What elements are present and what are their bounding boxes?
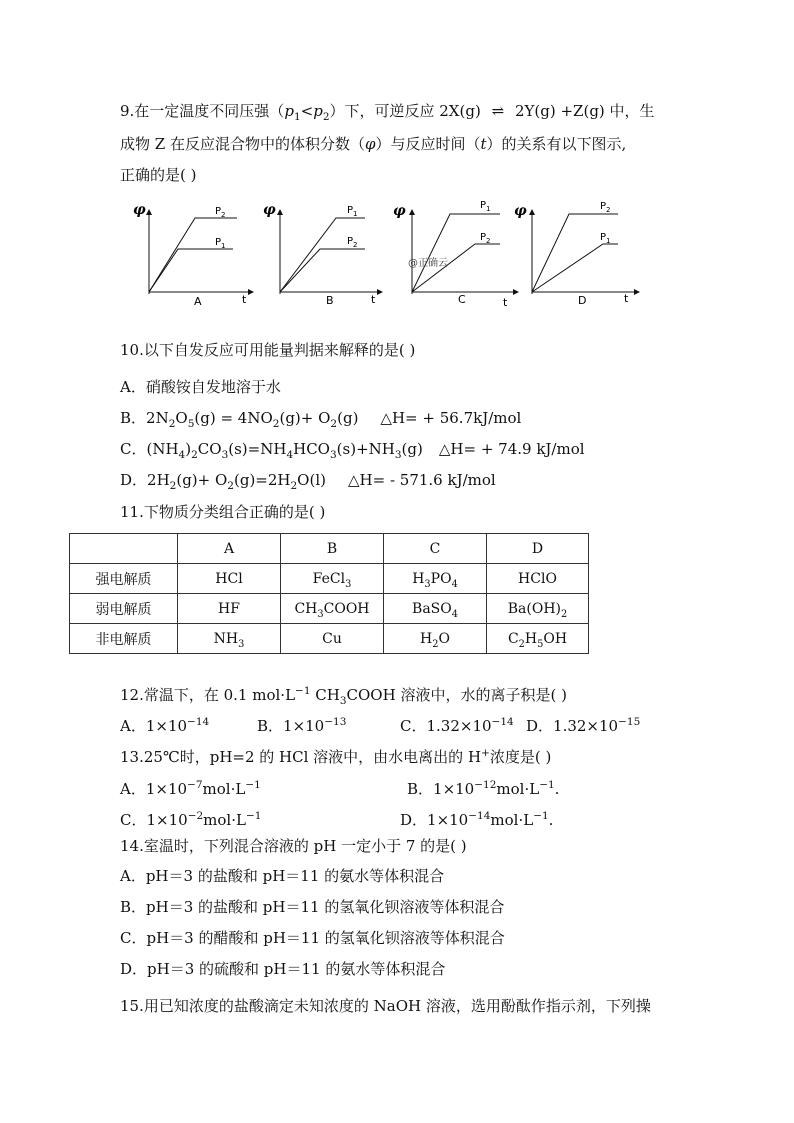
- graph-c-label: C: [458, 293, 466, 306]
- q9-line3: 正确的是( ): [120, 166, 197, 184]
- q11-classification-table: [69, 533, 589, 654]
- watermark: @正确云: [408, 258, 448, 269]
- q10-option-d: D．$2H_2(g)+ O_2(g)=2H_2O(l)$ △H= - 571.6 kJ/mol: [120, 471, 496, 492]
- q13-stem: 13.25℃时，pH=2 的 HCl 溶液中，由水电离出的 H+浓度是( ): [120, 747, 552, 766]
- q10-stem: 10.以下自发反应可用能量判据来解释的是( ): [120, 341, 416, 359]
- table-row: [70, 594, 589, 624]
- equilibrium-arrow-icon: ⇌: [491, 102, 505, 120]
- q9-graphs: [125, 196, 655, 316]
- q14-option-a: A．pH＝3 的盐酸和 pH＝11 的氨水等体积混合: [120, 867, 445, 885]
- table-cell: HCl: [178, 564, 281, 594]
- table-header-cell: A: [178, 534, 281, 564]
- table-header-cell: [70, 534, 178, 564]
- q9-line2: 成物 Z 在反应混合物中的体积分数（φ）与反应时间（t）的关系有以下图示,: [120, 135, 627, 153]
- q13-options-row1: [120, 779, 560, 799]
- q15-stem: 15.用已知浓度的盐酸滴定未知浓度的 NaOH 溶液，选用酚酞作指示剂，下列操: [120, 997, 651, 1015]
- q14-stem: 14.室温时，下列混合溶液的 pH 一定小于 7 的是( ): [120, 837, 467, 855]
- table-cell: $H_2O$: [384, 624, 487, 654]
- q13-option-c: C．$1\times 10^{-2}mol\cdot L^{-1}$: [120, 810, 262, 829]
- graph-b: [263, 202, 382, 307]
- graph-b-label: B: [326, 294, 334, 307]
- graph-b-lower: $P_2$: [347, 236, 358, 249]
- q12-options: [120, 716, 641, 736]
- table-cell: $C_2H_5OH$: [487, 624, 589, 654]
- q9-line1: 9.在一定温度不同压强$(p_1<p_2)$下，可逆反应 2X(g) ⇌ 2Y(g) +Z(g) 中，生: [120, 102, 655, 123]
- q12-stem: 12.常温下，在 0.1 $mol\cdot L^{-1}$ $CH_3COOH$ 溶液中，水的离子积是( ): [120, 685, 567, 707]
- table-row: [70, 564, 589, 594]
- graph-a-lower: $P_1$: [215, 237, 226, 250]
- q13-options-row2: [120, 810, 554, 830]
- q13-option-d: D．$1\times 10^{-14}mol\cdot L^{-1}$.: [400, 810, 554, 829]
- table-cell: FeCl$_3$: [281, 564, 384, 594]
- q10-option-c: C．$(NH_4)_2CO_3(s)=NH_4HCO_3(s)+NH_3(g)$ △H= + 74.9 kJ/mol: [120, 440, 585, 461]
- graph-c-yaxis: φ: [393, 203, 406, 219]
- q10-option-b: B．$2N_2O_5(g) = 4NO_2(g)+ O_2(g)$ △H= + 56.7kJ/mol: [120, 409, 522, 430]
- table-cell: HClO: [487, 564, 589, 594]
- graph-c-lower: $P_2$: [480, 232, 491, 245]
- table-cell: $H_3PO_4$: [384, 564, 487, 594]
- table-cell: $CH_3COOH$: [281, 594, 384, 624]
- row-label-weak: 弱电解质: [70, 594, 178, 624]
- table-cell: BaSO$_4$: [384, 594, 487, 624]
- q11-stem: 11.下物质分类组合正确的是( ): [120, 503, 326, 521]
- q12-option-c: C．$1.32\times 10^{-14}$: [400, 716, 514, 735]
- graph-c-upper: $P_1$: [480, 200, 491, 213]
- graph-a: [133, 202, 253, 308]
- graph-d-xaxis: t: [624, 292, 629, 305]
- row-label-non: 非电解质: [70, 624, 178, 654]
- table-header-cell: B: [281, 534, 384, 564]
- graph-b-xaxis: t: [371, 293, 376, 306]
- table-cell: HF: [178, 594, 281, 624]
- graph-b-yaxis: φ: [263, 202, 276, 218]
- graph-a-upper: $P_2$: [215, 206, 226, 219]
- q14-option-b: B．pH＝3 的盐酸和 pH＝11 的氢氧化钡溶液等体积混合: [120, 898, 505, 916]
- q10-option-a: A．硝酸铵自发地溶于水: [120, 378, 281, 396]
- graph-d-label: D: [578, 294, 587, 307]
- table-header-cell: C: [384, 534, 487, 564]
- graph-a-label: A: [194, 295, 202, 308]
- q14-option-d: D．pH＝3 的硫酸和 pH＝11 的氨水等体积混合: [120, 960, 446, 978]
- q13-option-b: B．$1\times 10^{-12}mol\cdot L^{-1}$.: [407, 779, 560, 798]
- q12-option-d: D．$1.32\times 10^{-15}$: [526, 716, 641, 735]
- table-header-cell: D: [487, 534, 589, 564]
- row-label-strong: 强电解质: [70, 564, 178, 594]
- graph-a-xaxis: t: [242, 293, 247, 306]
- graph-d-upper: $P_2$: [600, 201, 611, 214]
- table-row: [70, 624, 589, 654]
- table-cell: Cu: [281, 624, 384, 654]
- q13-option-a: A．$1\times 10^{-7}mol\cdot L^{-1}$: [120, 779, 261, 798]
- graph-d-yaxis: φ: [514, 203, 527, 219]
- q14-option-c: C．pH＝3 的醋酸和 pH＝11 的氢氧化钡溶液等体积混合: [120, 929, 505, 947]
- graph-b-upper: $P_1$: [347, 205, 358, 218]
- graph-d: [514, 201, 639, 307]
- graph-a-yaxis: φ: [133, 202, 146, 218]
- graph-c: [393, 200, 518, 309]
- table-cell: $Ba(OH)_2$: [487, 594, 589, 624]
- q12-option-b: B．$1\times 10^{-13}$: [257, 716, 347, 735]
- graph-d-lower: $P_1$: [600, 232, 611, 245]
- table-cell: $NH_3$: [178, 624, 281, 654]
- q12-option-a: A．$1\times 10^{-14}$: [120, 716, 210, 735]
- table-row: [70, 534, 589, 564]
- graph-c-xaxis: t: [503, 296, 508, 309]
